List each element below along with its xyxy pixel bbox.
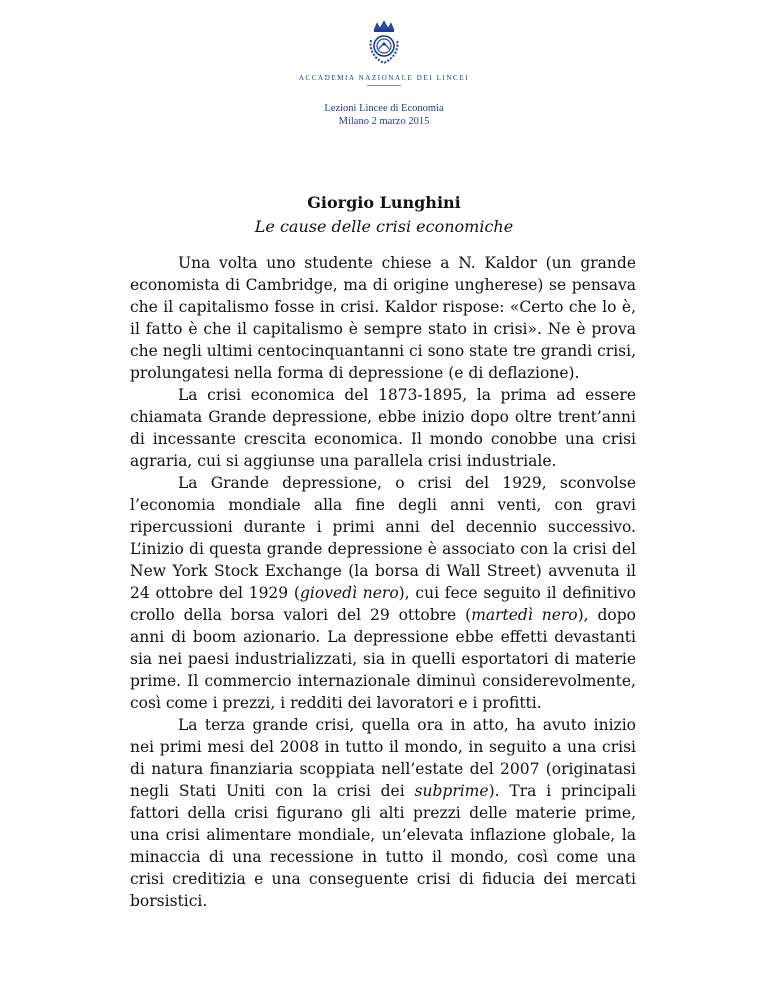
letterhead xyxy=(0,18,768,128)
paragraph-2: La crisi economica del 1873-1895, la prima ad essere chiamata Grande depressione, ebbe inizio dopo oltre trent’anni di incessante crescita economica. Il mondo conobbe una crisi agraria, cui si aggiunse una parallela crisi industriale. xyxy=(130,386,636,470)
paragraph-4 xyxy=(130,714,636,912)
paragraph-3-text-b: ), cui fece seguito il definitivo crollo della borsa valori del 29 ottobre ( xyxy=(130,584,636,624)
lecture-date: Milano 2 marzo 2015 xyxy=(338,116,430,127)
author-name: Giorgio Lunghini xyxy=(307,193,461,212)
paragraph-1: Una volta uno studente chiese a N. Kaldor (un grande economista di Cambridge, ma di origine ungherese) se pensava che il capitalismo fosse in crisi. Kaldor rispose: «Certo che lo è, il fatto è che il capitalismo è sempre stato in crisi». Ne è prova che negli ultimi centocinquantanni ci sono state tre grandi crisi, prolungatesi nella forma di depressione (e di deflazione). xyxy=(130,254,636,382)
divider xyxy=(367,85,401,86)
paragraph-3-text-c: ), dopo anni di boom azionario. La depressione ebbe effetti devastanti sia nei paesi industrializzati, sia in quelli esportatori di materie prime. Il commercio internazionale diminuì considerevolmente, così come i prezzi, i redditi dei lavoratori e i profitti. xyxy=(130,606,637,712)
paragraph-3-emphasis-2: martedì nero xyxy=(471,606,578,624)
body-text xyxy=(130,252,636,912)
academy-name: ACCADEMIA NAZIONALE DEI LINCEI xyxy=(298,74,470,82)
paragraph-4-text-a: La terza grande crisi, quella ora in atto, ha avuto inizio nei primi mesi del 2008 in tutto il mondo, in seguito a una crisi di natura finanziaria scoppiata nell’estate del 2007 (originatasi negli Stati Uniti con la crisi dei xyxy=(130,716,636,800)
lecture-series: Lezioni Lincee di Economia xyxy=(324,103,444,114)
paragraph-4-text-b: ). Tra i principali fattori della crisi figurano gli alti prezzi delle materie prime, una crisi alimentare mondiale, un’elevata inflazione globale, la minaccia di una recessione in tutto il mondo, così come una crisi creditizia e una conseguente crisi di fiducia dei mercati borsistici. xyxy=(130,782,636,910)
paragraph-4-emphasis: subprime xyxy=(414,782,489,800)
academy-seal-icon xyxy=(359,18,409,68)
paragraph-3 xyxy=(130,472,636,714)
paragraph-3-emphasis-1: giovedì nero xyxy=(299,584,399,602)
paragraph-3-text-a: La Grande depressione, o crisi del 1929, sconvolse l’economia mondiale alla fine degli anni venti, con gravi ripercussioni durante i primi anni del decennio successivo. L’inizio di questa grande depressione è associato con la crisi del New York Stock Exchange (la borsa di Wall Street) avvenuta il 24 ottobre del 1929 ( xyxy=(130,474,636,602)
document-title: Le cause delle crisi economiche xyxy=(254,217,514,236)
